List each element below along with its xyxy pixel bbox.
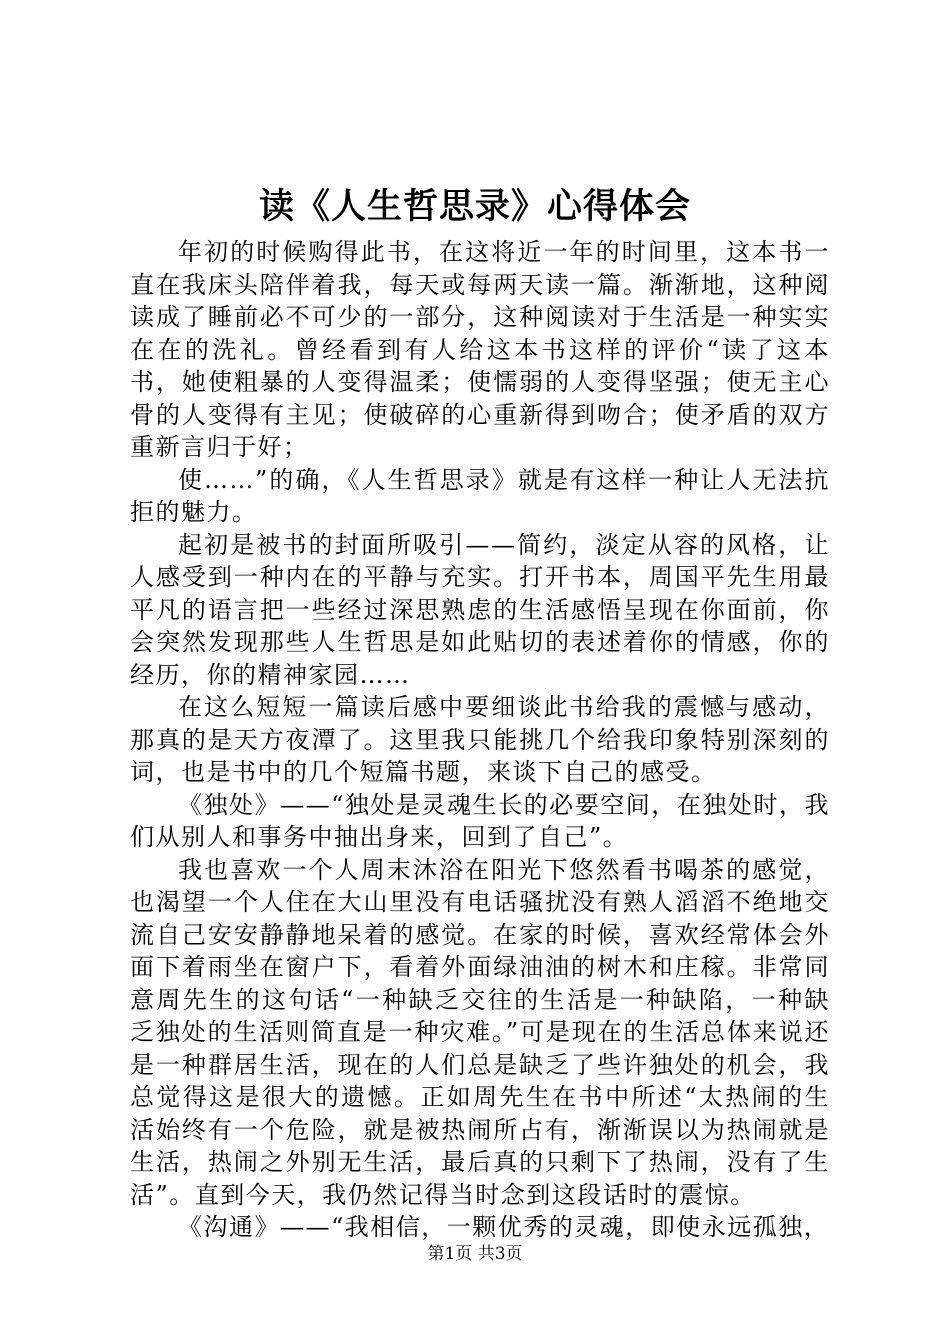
paragraph: 起初是被书的封面所吸引——简约，淡定从容的风格，让人感受到一种内在的平静与充实。打开书本，周国平先生用最平凡的语言把一些经过深思熟虑的生活感悟呈现在你面前，你会突然发现那些人生哲思是如此贴切的表述着你的情感，你的经历，你的精神家园……	[130, 530, 830, 689]
page-number-footer: 第1页 共3页	[427, 1244, 523, 1264]
paragraph: 年初的时候购得此书，在这将近一年的时间里，这本书一直在我床头陪伴着我，每天或每两天读一篇。渐渐地，这种阅读成了睡前必不可少的一部分，这种阅读对于生活是一种实实在在的洗礼。曾经看到有人给这本书这样的评价“读了这本书，她使粗暴的人变得温柔；使懦弱的人变得坚强；使无主心骨的人变得有主见；使破碎的心重新得到吻合；使矛盾的双方重新言归于好；	[130, 238, 830, 461]
paragraph: 《沟通》——“我相信，一颗优秀的灵魂，即使永远孤独，	[178, 1213, 830, 1241]
paragraph: 使……”的确，《人生哲思录》就是有这样一种让人无法抗拒的魅力。	[130, 465, 830, 526]
paragraph: 《独处》——“独处是灵魂生长的必要空间，在独处时，我们从别人和事务中抽出身来，回到了自己”。	[130, 790, 830, 851]
paragraph: 我也喜欢一个人周末沐浴在阳光下悠然看书喝茶的感觉，也渴望一个人住在大山里没有电话骚扰没有熟人滔滔不绝地交流自己安安静静地呆着的感觉。在家的时候，喜欢经常体会外面下着雨坐在窗户下，看着外面绿油油的树木和庄稼。非常同意周先生的这句话“一种缺乏交往的生活是一种缺陷，一种缺乏独处的生活则简直是一种灾难。”可是现在的生活总体来说还是一种群居生活，现在的人们总是缺乏了些许独处的机会，我总觉得这是很大的遗憾。正如周先生在书中所述“太热闹的生活始终有一个危险，就是被热闹所占有，渐渐误以为热闹就是生活，热闹之外别无生活，最后真的只剩下了热闹，没有了生活”。直到今天，我仍然记得当时念到这段话时的震惊。	[130, 855, 830, 1209]
paragraph: 在这么短短一篇读后感中要细谈此书给我的震憾与感动，那真的是天方夜潭了。这里我只能挑几个给我印象特别深刻的词，也是书中的几个短篇书题，来谈下自己的感受。	[130, 693, 830, 786]
document-title: 读《人生哲思录》心得体会	[258, 186, 691, 227]
document-body	[130, 236, 830, 1244]
